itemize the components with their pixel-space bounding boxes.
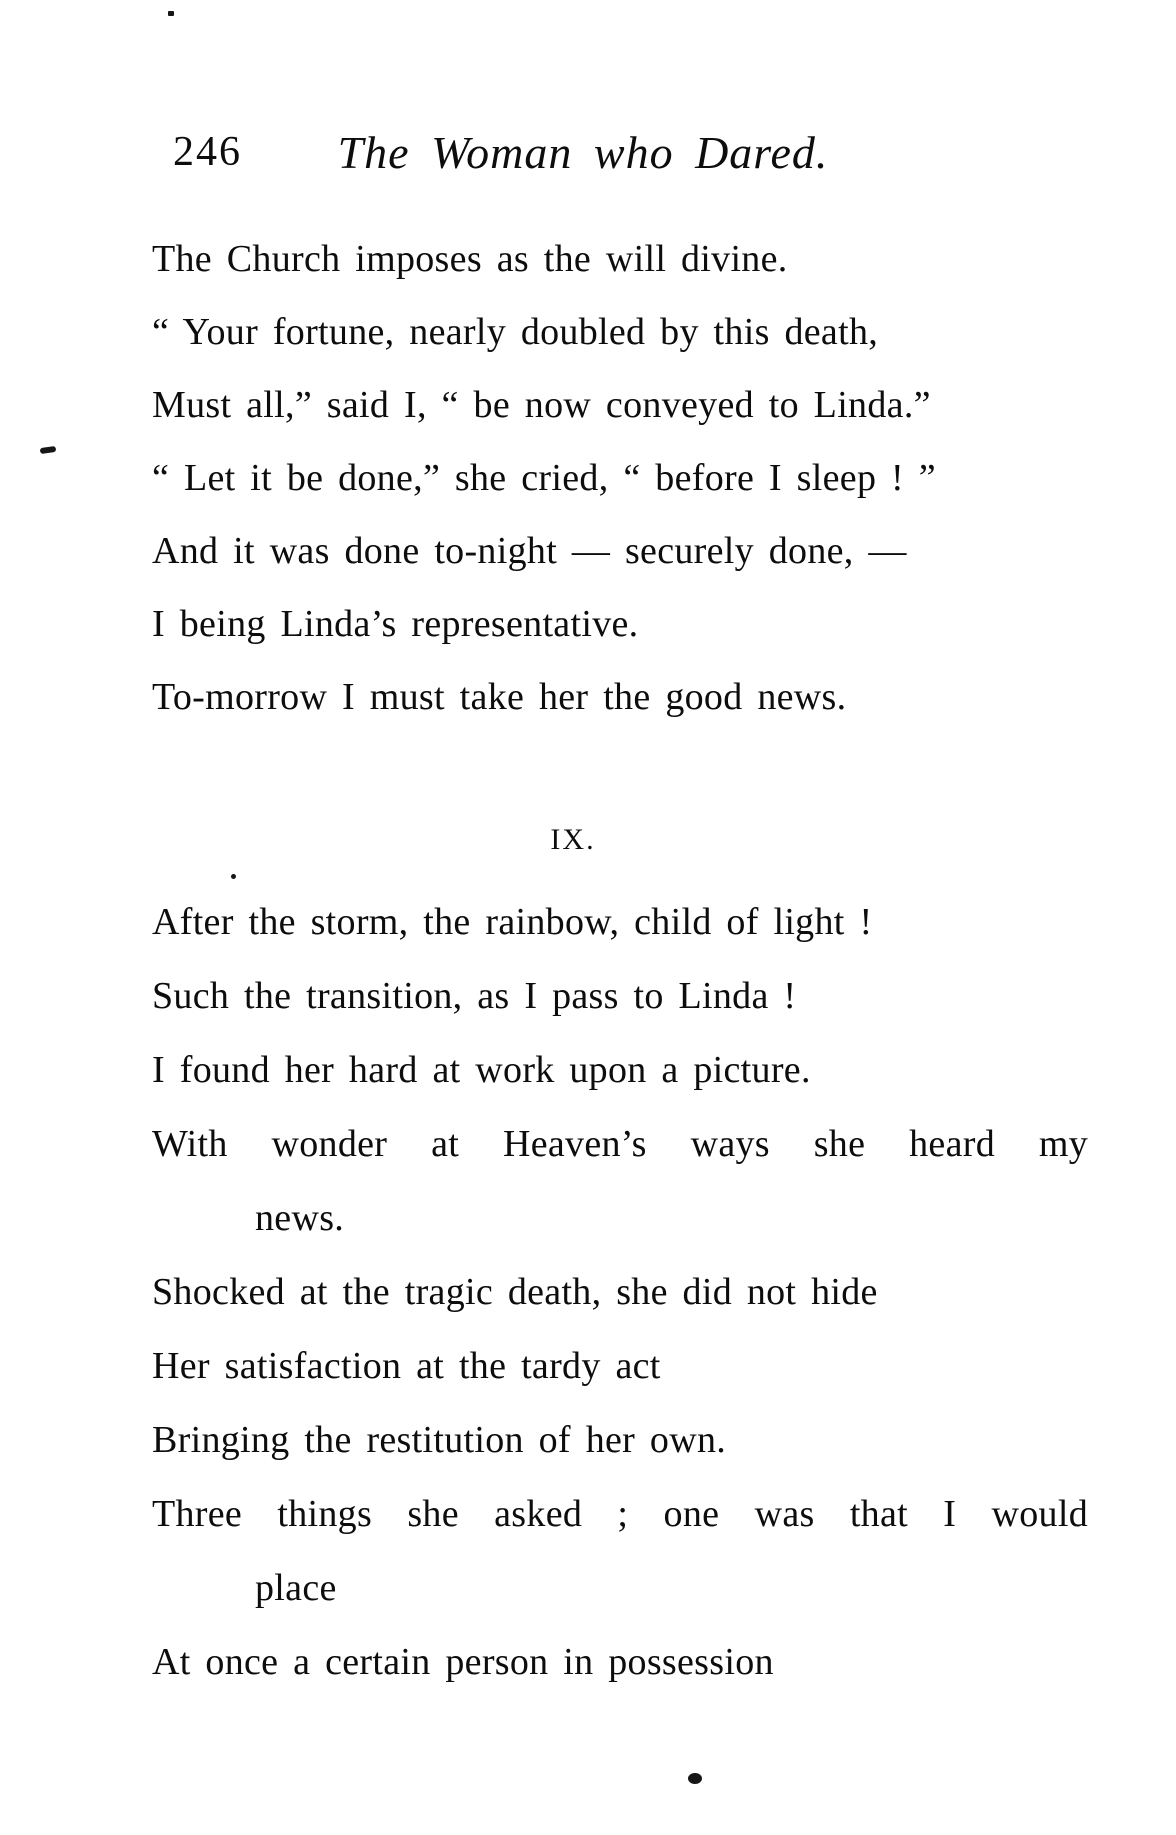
verse-line: And it was done to-night — securely done, — — [152, 530, 907, 572]
verse-line: With wonder at Heaven’s ways she heard my — [152, 1123, 1088, 1165]
verse-line: I found her hard at work upon a picture. — [152, 1049, 811, 1091]
verse-line: At once a certain person in possession — [152, 1641, 774, 1683]
ink-speck — [168, 11, 174, 16]
running-title: The Woman who Dared. — [337, 127, 829, 178]
verse-line: Such the transition, as I pass to Linda ! — [152, 975, 797, 1017]
running-head — [148, 126, 1018, 186]
verse-line: After the storm, the rainbow, child of light ! — [152, 901, 873, 943]
page-number: 246 — [173, 129, 242, 175]
ink-speck — [40, 446, 57, 454]
verse-line: To-morrow I must take her the good news. — [152, 676, 847, 718]
stanza-viii — [152, 223, 1088, 734]
verse-line: I being Linda’s representative. — [152, 603, 639, 645]
verse-line-continuation: news. — [255, 1197, 345, 1239]
ink-speck — [688, 1773, 702, 1784]
verse-line-continuation: place — [255, 1567, 337, 1609]
verse-line: Shocked at the tragic death, she did not hide — [152, 1271, 878, 1313]
verse-line: Three things she asked ; one was that I would — [152, 1493, 1088, 1535]
verse-line: Must all,” said I, “ be now conveyed to Linda.” — [152, 384, 931, 426]
verse-line: Her satisfaction at the tardy act — [152, 1345, 661, 1387]
stanza-ix — [152, 885, 1088, 1699]
ink-speck — [231, 874, 236, 879]
verse-line: “ Let it be done,” she cried, “ before I sleep ! ” — [152, 457, 936, 499]
verse-line: The Church imposes as the will divine. — [152, 238, 788, 280]
section-heading: IX. — [550, 823, 596, 856]
verse-line: “ Your fortune, nearly doubled by this death, — [152, 311, 879, 353]
verse-line: Bringing the restitution of her own. — [152, 1419, 727, 1461]
